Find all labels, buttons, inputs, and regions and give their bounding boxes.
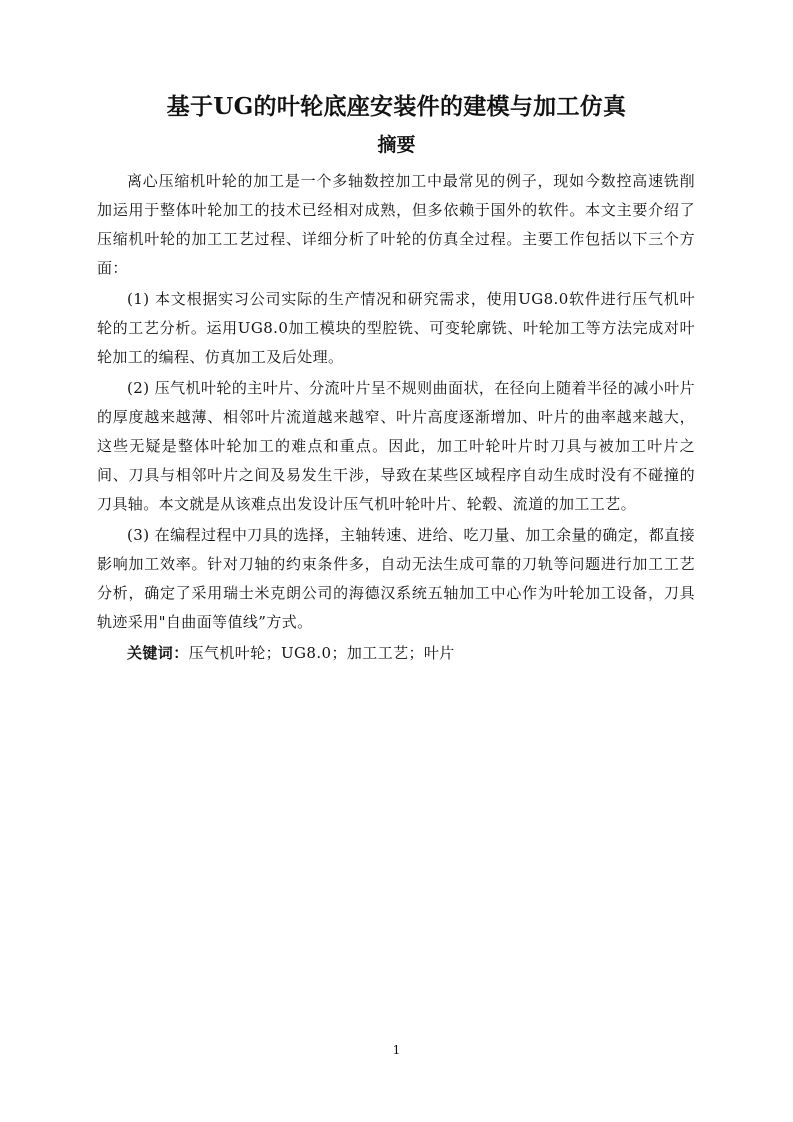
abstract-body [97, 167, 695, 670]
page-number: 1 [392, 1043, 401, 1057]
document-title: 基于UG的叶轮底座安装件的建模与加工仿真 [166, 93, 627, 120]
abstract-paragraph-2: (2) 压气机叶轮的主叶片、分流叶片呈不规则曲面状，在径向上随着半径的减小叶片的厚度越来越薄、相邻叶片流道越来越窄、叶片高度逐渐增加、叶片的曲率越来越大，这些无疑是整体叶轮加工的难点和重点。因此，加工叶轮叶片时刀具与被加工叶片之间、刀具与相邻叶片之间及易发生干涉，导致在某些区域程序自动生成时没有不碰撞的刀具轴。本文就是从该难点出发设计压气机叶轮叶片、轮毂、流道的加工工艺。 [97, 379, 695, 513]
abstract-paragraph-3: (3) 在编程过程中刀具的选择，主轴转速、进给、吃刀量、加工余量的确定，都直接影响加工效率。针对刀轴的约束条件多，自动无法生成可靠的刀轨等问题进行加工工艺分析，确定了采用瑞士米克朗公司的海德汉系统五轴加工中心作为叶轮加工设备，刀具轨迹采用"自曲面等值线”方式。 [97, 526, 695, 631]
keywords-list: 压气机叶轮；UG8.0；加工工艺；叶片 [188, 644, 455, 662]
abstract-heading: 摘要 [377, 134, 416, 156]
abstract-paragraph-intro: 离心压缩机叶轮的加工是一个多轴数控加工中最常见的例子，现如今数控高速铣削加运用于整体叶轮加工的技术已经相对成熟，但多依赖于国外的软件。本文主要介绍了压缩机叶轮的加工工艺过程、详细分析了叶轮的仿真全过程。主要工作包括以下三个方面： [97, 172, 695, 277]
keywords-line [97, 639, 695, 668]
keywords-label: 关键词： [127, 644, 189, 662]
abstract-paragraph-1: (1) 本文根据实习公司实际的生产情况和研究需求，使用UG8.0软件进行压气机叶轮的工艺分析。运用UG8.0加工模块的型腔铣、可变轮廓铣、叶轮加工等方法完成对叶轮加工的编程、仿真加工及后处理。 [97, 290, 695, 366]
